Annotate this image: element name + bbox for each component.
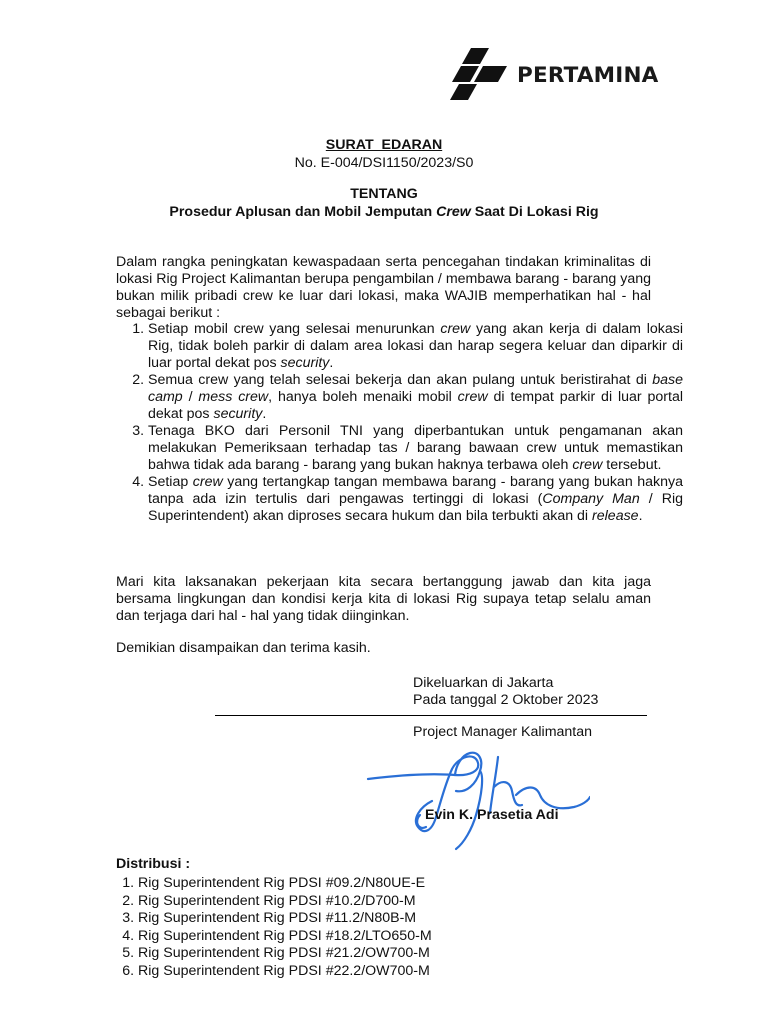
logo-wordmark: PERTAMINA <box>517 62 659 88</box>
issued-place: Dikeluarkan di Jakarta <box>413 675 554 691</box>
distribution-title: Distribusi : <box>116 856 191 872</box>
procedure-item: 1. Setiap mobil crew yang selesai menurunkan crew yang akan kerja di dalam lokasi Rig, tidak boleh parkir di dalam area lokasi dan harap segera keluar dan diparkir di luar portal dekat pos security. <box>148 321 683 372</box>
signer-name: Evin K. Prasetia Adi <box>425 807 559 823</box>
distribution-item: 5. Rig Superintendent Rig PDSI #21.2/OW700-M <box>138 945 432 963</box>
pertamina-logo-icon <box>449 48 507 102</box>
distribution-item: 6. Rig Superintendent Rig PDSI #22.2/OW700-M <box>138 963 432 981</box>
thanks-paragraph: Demikian disampaikan dan terima kasih. <box>116 640 371 656</box>
signer-role: Project Manager Kalimantan <box>413 724 593 740</box>
procedure-list <box>116 321 683 525</box>
distribution-item: 3. Rig Superintendent Rig PDSI #11.2/N80B-M <box>138 910 432 928</box>
document-number: No. E-004/DSI1150/2023/S0 <box>294 155 474 171</box>
issued-date: Pada tanggal 2 Oktober 2023 <box>413 692 599 708</box>
document-title: SURAT EDARAN <box>325 137 443 153</box>
distribution-item: 2. Rig Superintendent Rig PDSI #10.2/D700-M <box>138 893 432 911</box>
distribution-item: 4. Rig Superintendent Rig PDSI #18.2/LTO650-M <box>138 928 432 946</box>
procedure-item: 2. Semua crew yang telah selesai bekerja dan akan pulang untuk beristirahat di base camp / mess crew, hanya boleh menaiki mobil crew di tempat parkir di luar portal dekat pos security. <box>148 372 683 423</box>
intro-paragraph: Dalam rangka peningkatan kewaspadaan serta pencegahan tindakan kriminalitas di lokasi Rig Project Kalimantan berupa pengambilan / membawa barang - barang yang bukan milik pribadi crew ke luar dari lokasi, maka WAJIB memperhatikan hal - hal sebagai berikut : <box>116 254 651 321</box>
subject-emphasis: Crew <box>436 204 471 220</box>
pertamina-logo <box>449 48 659 102</box>
tentang-heading: TENTANG <box>350 186 418 202</box>
subject-text-end: Saat Di Lokasi Rig <box>470 204 599 220</box>
distribution-item: 1. Rig Superintendent Rig PDSI #09.2/N80UE-E <box>138 875 432 893</box>
divider-line <box>215 715 647 716</box>
procedure-item: 3. Tenaga BKO dari Personil TNI yang diperbantukan untuk pengamanan akan melakukan Pemeriksaan terhadap tas / barang bawaan crew untuk memastikan bahwa tidak ada barang - barang yang bukan haknya terbawa oleh crew tersebut. <box>148 423 683 474</box>
handwritten-signature <box>360 735 590 855</box>
issued-block <box>413 675 598 709</box>
subject-text: Prosedur Aplusan dan Mobil Jemputan <box>169 204 437 220</box>
document-subject <box>0 204 768 220</box>
closing-paragraph: Mari kita laksanakan pekerjaan kita secara bertanggung jawab dan kita jaga bersama lingkungan dan kondisi kerja kita di lokasi Rig supaya tetap selalu aman dan terjaga dari hal - hal yang tidak diinginkan. <box>116 574 651 624</box>
distribution-list <box>116 875 432 980</box>
procedure-item: 4. Setiap crew yang tertangkap tangan membawa barang - barang yang bukan haknya tanpa ada izin tertulis dari pengawas tertinggi di lokasi (Company Man / Rig Superintendent) akan diproses secara hukum dan bila terbukti akan di release. <box>148 474 683 525</box>
